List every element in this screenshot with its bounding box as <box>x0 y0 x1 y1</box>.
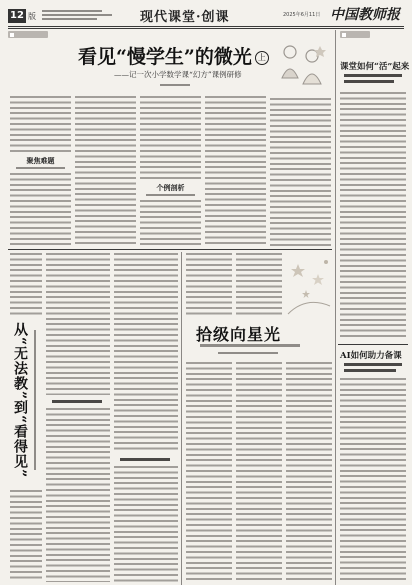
body-text-block <box>270 98 331 246</box>
feature-byline <box>218 352 278 354</box>
body-text-block <box>205 96 266 246</box>
lead-subtitle: ——记一次小学数学课“幻方”课例研修 <box>114 70 242 79</box>
masthead-logo: 中国教师报 <box>330 7 400 23</box>
side-article-headline: 从“无法教”到“看得见” <box>12 322 28 479</box>
sidebar-top-subtitle <box>344 80 394 83</box>
body-text-block <box>114 253 178 453</box>
children-illustration <box>276 38 332 92</box>
editor-info-line <box>42 14 112 16</box>
inline-subhead <box>52 400 102 403</box>
sidebar-top-subtitle <box>344 74 402 77</box>
body-text-block <box>10 490 42 582</box>
body-text-block <box>236 253 282 318</box>
lead-headline <box>78 42 269 69</box>
editor-info-line <box>42 10 102 12</box>
section-title: 现代课堂·创课 <box>140 10 230 25</box>
body-text-block <box>186 253 232 318</box>
section-divider <box>8 249 332 250</box>
stars-illustration <box>286 256 332 318</box>
inline-subhead <box>120 458 170 461</box>
body-text-block <box>46 408 110 582</box>
body-text-block <box>340 378 406 582</box>
subhead-caption <box>16 167 65 169</box>
body-text-block <box>286 362 332 582</box>
sidebar-section-divider <box>338 344 408 345</box>
lead-byline <box>160 84 190 86</box>
sidebar-bottom-headline: AI如何助力备课 <box>340 351 402 361</box>
section-tag-left <box>8 31 48 38</box>
body-text-block <box>236 362 282 582</box>
body-text-block <box>46 253 110 395</box>
header-rule-thin <box>8 28 404 29</box>
body-text-block <box>140 96 201 180</box>
page-unit: 版 <box>28 12 36 21</box>
tag-square-icon <box>10 33 14 37</box>
body-text-block <box>140 200 201 246</box>
body-text-block <box>114 466 178 582</box>
subhead-focus: 聚焦难题 <box>26 156 55 165</box>
page-number: 12 <box>8 9 26 23</box>
issue-date: 2025年6月11日 <box>283 12 321 18</box>
sidebar-top-headline: 课堂如何“活”起来 <box>340 62 410 72</box>
tag-square-icon <box>342 33 346 37</box>
feature-subtitle <box>200 344 300 347</box>
body-text-block <box>186 362 232 582</box>
body-text-block <box>75 96 136 246</box>
sidebar-divider <box>335 30 336 585</box>
body-text-block <box>10 253 42 318</box>
sidebar-bottom-subtitle <box>344 363 402 366</box>
section-tag-right <box>340 31 370 38</box>
feature-headline: 拾级向星光 <box>196 325 282 344</box>
editor-info-line <box>42 18 97 20</box>
lead-headline-text: 看见“慢学生”的微光 <box>78 46 252 68</box>
body-text-block <box>340 92 406 340</box>
part-marker: 上 <box>255 51 269 65</box>
header-rule <box>8 26 404 27</box>
body-text-block <box>10 96 71 154</box>
column-divider <box>181 252 182 585</box>
subhead-case: 个例剖析 <box>156 183 185 192</box>
sidebar-bottom-subtitle <box>344 369 396 372</box>
subhead-caption <box>146 194 195 196</box>
body-text-block <box>10 173 71 246</box>
side-article-subtitle <box>34 330 36 470</box>
